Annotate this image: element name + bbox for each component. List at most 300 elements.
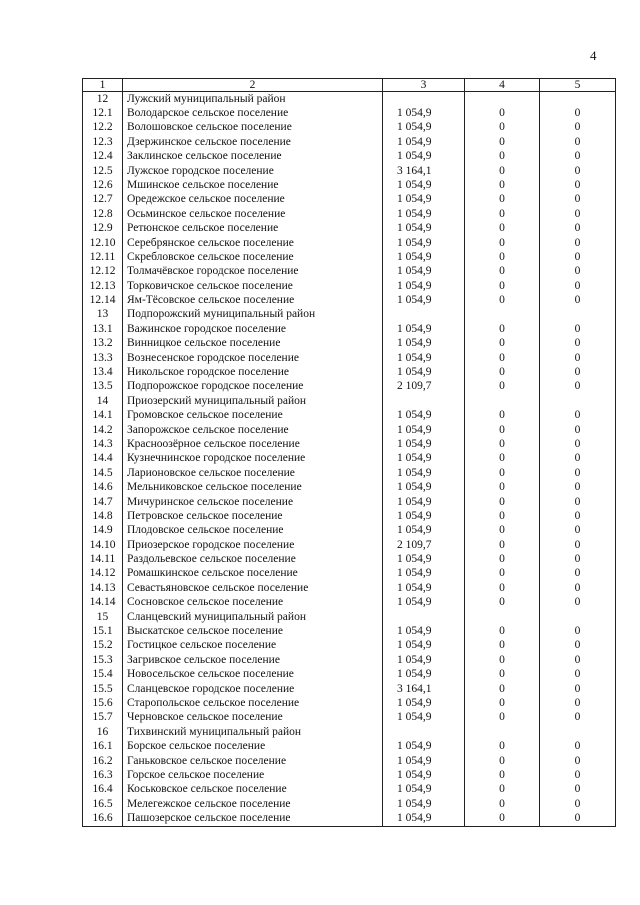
table-row [83,409,616,423]
cell-c2: Загривское сельское поселение [123,653,383,667]
cell-c2: Лужский муниципальный район [123,92,383,107]
cell-c5: 0 [540,581,616,595]
cell-c2: Оредежское сельское поселение [123,193,383,207]
cell-c3: 1 054,9 [383,754,465,768]
table-row [83,322,616,336]
cell-c2: Ганьковское сельское поселение [123,754,383,768]
cell-c3: 1 054,9 [383,783,465,797]
cell-c2: Петровское сельское поселение [123,509,383,523]
cell-c4: 0 [465,495,540,509]
cell-c4: 0 [465,768,540,782]
table-row [83,279,616,293]
cell-c3: 1 054,9 [383,178,465,192]
cell-c5: 0 [540,423,616,437]
cell-c3: 1 054,9 [383,696,465,710]
cell-c1: 15.2 [83,639,123,653]
cell-c4: 0 [465,265,540,279]
cell-c3: 1 054,9 [383,509,465,523]
table-row [83,711,616,725]
cell-c5: 0 [540,178,616,192]
cell-c4: 0 [465,812,540,827]
table-row [83,653,616,667]
cell-c4: 0 [465,409,540,423]
cell-c2: Севастьяновское сельское поселение [123,581,383,595]
table-row [83,193,616,207]
table-row [83,639,616,653]
cell-c3: 1 054,9 [383,337,465,351]
cell-c5: 0 [540,351,616,365]
cell-c1: 12.8 [83,207,123,221]
cell-c2: Тихвинский муниципальный район [123,725,383,739]
cell-c3: 1 054,9 [383,495,465,509]
cell-c4: 0 [465,567,540,581]
cell-c5: 0 [540,740,616,754]
cell-c5: 0 [540,293,616,307]
cell-c2: Толмачёвское городское поселение [123,265,383,279]
cell-c5: 0 [540,164,616,178]
cell-c4: 0 [465,121,540,135]
cell-c4: 0 [465,135,540,149]
cell-c5: 0 [540,596,616,610]
column-header: 3 [383,79,465,92]
table-row [83,150,616,164]
cell-c5: 0 [540,250,616,264]
cell-c5 [540,725,616,739]
cell-c3: 1 054,9 [383,639,465,653]
cell-c1: 13 [83,308,123,322]
table-row [83,581,616,595]
cell-c5: 0 [540,639,616,653]
cell-c4: 0 [465,740,540,754]
cell-c5: 0 [540,193,616,207]
cell-c3: 1 054,9 [383,452,465,466]
cell-c3: 1 054,9 [383,524,465,538]
cell-c3: 1 054,9 [383,409,465,423]
cell-c1: 12 [83,92,123,107]
table-row [83,178,616,192]
cell-c5: 0 [540,106,616,120]
cell-c5: 0 [540,797,616,811]
cell-c1: 16.1 [83,740,123,754]
district-row [83,92,616,107]
cell-c1: 12.7 [83,193,123,207]
cell-c1: 14.3 [83,437,123,451]
cell-c4: 0 [465,222,540,236]
table-row [83,668,616,682]
table-row [83,380,616,394]
cell-c3: 1 054,9 [383,351,465,365]
cell-c5: 0 [540,135,616,149]
cell-c5 [540,308,616,322]
cell-c2: Ларионовское сельское поселение [123,466,383,480]
cell-c5: 0 [540,553,616,567]
table-row [83,452,616,466]
table-row [83,740,616,754]
column-header: 1 [83,79,123,92]
cell-c4: 0 [465,466,540,480]
column-header: 4 [465,79,540,92]
cell-c5: 0 [540,279,616,293]
cell-c3: 1 054,9 [383,567,465,581]
cell-c3: 1 054,9 [383,250,465,264]
table-row [83,121,616,135]
cell-c5: 0 [540,466,616,480]
cell-c5: 0 [540,222,616,236]
cell-c4: 0 [465,452,540,466]
cell-c3 [383,725,465,739]
cell-c2: Старопольское сельское поселение [123,696,383,710]
cell-c2: Волошовское сельское поселение [123,121,383,135]
cell-c3: 2 109,7 [383,538,465,552]
cell-c4: 0 [465,150,540,164]
cell-c3: 1 054,9 [383,121,465,135]
table-row [83,524,616,538]
cell-c2: Ретюнское сельское поселение [123,222,383,236]
cell-c2: Подпорожское городское поселение [123,380,383,394]
cell-c4: 0 [465,164,540,178]
cell-c3: 1 054,9 [383,481,465,495]
cell-c2: Пашозерское сельское поселение [123,812,383,827]
table-row [83,466,616,480]
cell-c1: 12.13 [83,279,123,293]
cell-c2: Черновское сельское поселение [123,711,383,725]
cell-c2: Приозерский муниципальный район [123,394,383,408]
cell-c2: Кузнечнинское городское поселение [123,452,383,466]
cell-c3 [383,394,465,408]
cell-c3: 1 054,9 [383,106,465,120]
cell-c3 [383,308,465,322]
cell-c3: 3 164,1 [383,682,465,696]
cell-c4: 0 [465,178,540,192]
cell-c5: 0 [540,207,616,221]
cell-c1: 15.3 [83,653,123,667]
table-row [83,437,616,451]
cell-c1: 12.5 [83,164,123,178]
cell-c2: Сланцевское городское поселение [123,682,383,696]
district-row [83,610,616,624]
cell-c4: 0 [465,711,540,725]
cell-c3: 1 054,9 [383,222,465,236]
cell-c4: 0 [465,653,540,667]
district-row [83,725,616,739]
cell-c5: 0 [540,754,616,768]
cell-c1: 15.6 [83,696,123,710]
cell-c1: 13.4 [83,365,123,379]
cell-c4: 0 [465,639,540,653]
cell-c2: Подпорожский муниципальный район [123,308,383,322]
cell-c1: 13.2 [83,337,123,351]
cell-c3: 1 054,9 [383,812,465,827]
table-row [83,337,616,351]
cell-c4: 0 [465,337,540,351]
cell-c5: 0 [540,150,616,164]
cell-c2: Новосельское сельское поселение [123,668,383,682]
cell-c3 [383,610,465,624]
cell-c4: 0 [465,783,540,797]
cell-c4 [465,394,540,408]
cell-c5: 0 [540,653,616,667]
cell-c2: Запорожское сельское поселение [123,423,383,437]
table-row [83,797,616,811]
cell-c3: 1 054,9 [383,596,465,610]
cell-c1: 14.7 [83,495,123,509]
table-row [83,222,616,236]
cell-c4: 0 [465,538,540,552]
cell-c5: 0 [540,409,616,423]
cell-c4: 0 [465,207,540,221]
cell-c3: 1 054,9 [383,207,465,221]
cell-c1: 14.11 [83,553,123,567]
cell-c1: 13.3 [83,351,123,365]
cell-c4 [465,92,540,107]
table-row [83,423,616,437]
cell-c1: 14.6 [83,481,123,495]
cell-c5 [540,394,616,408]
cell-c5: 0 [540,337,616,351]
cell-c3: 1 054,9 [383,265,465,279]
table-row [83,365,616,379]
cell-c5: 0 [540,668,616,682]
cell-c3: 1 054,9 [383,437,465,451]
cell-c2: Осьминское сельское поселение [123,207,383,221]
district-row [83,308,616,322]
cell-c4: 0 [465,682,540,696]
cell-c5: 0 [540,783,616,797]
cell-c1: 12.12 [83,265,123,279]
cell-c4: 0 [465,193,540,207]
table-row [83,164,616,178]
cell-c3: 1 054,9 [383,624,465,638]
cell-c2: Горское сельское поселение [123,768,383,782]
cell-c2: Ям-Тёсовское сельское поселение [123,293,383,307]
cell-c1: 16.2 [83,754,123,768]
cell-c4 [465,610,540,624]
cell-c2: Выскатское сельское поселение [123,624,383,638]
cell-c3: 1 054,9 [383,740,465,754]
cell-c5: 0 [540,121,616,135]
cell-c1: 16.6 [83,812,123,827]
cell-c3: 1 054,9 [383,653,465,667]
cell-c3: 1 054,9 [383,193,465,207]
cell-c2: Гостицкое сельское поселение [123,639,383,653]
table-row [83,624,616,638]
cell-c2: Сланцевский муниципальный район [123,610,383,624]
cell-c1: 12.6 [83,178,123,192]
cell-c4: 0 [465,754,540,768]
cell-c5: 0 [540,812,616,827]
cell-c1: 16.5 [83,797,123,811]
allocation-table [82,78,616,827]
cell-c3: 1 054,9 [383,668,465,682]
table-row [83,250,616,264]
cell-c3: 1 054,9 [383,423,465,437]
cell-c2: Серебрянское сельское поселение [123,236,383,250]
cell-c2: Мельниковское сельское поселение [123,481,383,495]
cell-c1: 12.3 [83,135,123,149]
cell-c4: 0 [465,106,540,120]
cell-c2: Ромашкинское сельское поселение [123,567,383,581]
cell-c5: 0 [540,696,616,710]
cell-c5: 0 [540,365,616,379]
table-row [83,768,616,782]
cell-c1: 15.7 [83,711,123,725]
table-row [83,596,616,610]
cell-c3: 1 054,9 [383,236,465,250]
cell-c4: 0 [465,624,540,638]
table-row [83,495,616,509]
cell-c1: 15.4 [83,668,123,682]
table-row [83,236,616,250]
cell-c4: 0 [465,481,540,495]
table-body [83,79,616,827]
cell-c5: 0 [540,265,616,279]
cell-c4: 0 [465,236,540,250]
cell-c4: 0 [465,668,540,682]
cell-c2: Володарское сельское поселение [123,106,383,120]
district-row [83,394,616,408]
cell-c3: 3 164,1 [383,164,465,178]
table-row [83,351,616,365]
table-row [83,696,616,710]
cell-c1: 13.1 [83,322,123,336]
cell-c1: 14.13 [83,581,123,595]
table-row [83,754,616,768]
cell-c2: Мичуринское сельское поселение [123,495,383,509]
cell-c5: 0 [540,495,616,509]
cell-c5: 0 [540,624,616,638]
cell-c2: Винницкое сельское поселение [123,337,383,351]
cell-c2: Коськовское сельское поселение [123,783,383,797]
cell-c1: 15.5 [83,682,123,696]
cell-c4: 0 [465,351,540,365]
table-row [83,293,616,307]
table-row [83,783,616,797]
cell-c1: 15.1 [83,624,123,638]
cell-c4: 0 [465,797,540,811]
cell-c3: 2 109,7 [383,380,465,394]
cell-c2: Дзержинское сельское поселение [123,135,383,149]
column-header: 2 [123,79,383,92]
cell-c3: 1 054,9 [383,553,465,567]
cell-c4: 0 [465,322,540,336]
table-row [83,265,616,279]
cell-c1: 14.1 [83,409,123,423]
cell-c3: 1 054,9 [383,711,465,725]
cell-c2: Мшинское сельское поселение [123,178,383,192]
cell-c3 [383,92,465,107]
cell-c1: 14.8 [83,509,123,523]
table-row [83,207,616,221]
table-row [83,509,616,523]
cell-c1: 14 [83,394,123,408]
table-row [83,682,616,696]
cell-c3: 1 054,9 [383,150,465,164]
cell-c1: 12.2 [83,121,123,135]
cell-c1: 12.4 [83,150,123,164]
cell-c2: Плодовское сельское поселение [123,524,383,538]
cell-c1: 14.9 [83,524,123,538]
cell-c4: 0 [465,250,540,264]
cell-c2: Сосновское сельское поселение [123,596,383,610]
cell-c1: 14.14 [83,596,123,610]
cell-c5: 0 [540,236,616,250]
cell-c1: 14.2 [83,423,123,437]
cell-c2: Скребловское сельское поселение [123,250,383,264]
cell-c3: 1 054,9 [383,466,465,480]
cell-c4: 0 [465,437,540,451]
cell-c1: 13.5 [83,380,123,394]
cell-c1: 16.3 [83,768,123,782]
table-row [83,812,616,827]
cell-c2: Раздольевское сельское поселение [123,553,383,567]
cell-c4: 0 [465,509,540,523]
cell-c4: 0 [465,423,540,437]
cell-c2: Борское сельское поселение [123,740,383,754]
cell-c2: Красноозёрное сельское поселение [123,437,383,451]
cell-c4: 0 [465,365,540,379]
cell-c1: 16 [83,725,123,739]
cell-c1: 14.12 [83,567,123,581]
cell-c5: 0 [540,322,616,336]
cell-c2: Никольское городское поселение [123,365,383,379]
table-row [83,553,616,567]
cell-c4: 0 [465,596,540,610]
cell-c3: 1 054,9 [383,322,465,336]
cell-c5: 0 [540,567,616,581]
cell-c1: 14.10 [83,538,123,552]
table-row [83,538,616,552]
cell-c3: 1 054,9 [383,135,465,149]
cell-c2: Вознесенское городское поселение [123,351,383,365]
cell-c3: 1 054,9 [383,581,465,595]
cell-c5: 0 [540,452,616,466]
cell-c5: 0 [540,538,616,552]
cell-c1: 12.14 [83,293,123,307]
column-header: 5 [540,79,616,92]
cell-c2: Мелегежское сельское поселение [123,797,383,811]
cell-c5: 0 [540,481,616,495]
cell-c1: 12.9 [83,222,123,236]
cell-c2: Заклинское сельское поселение [123,150,383,164]
cell-c1: 12.11 [83,250,123,264]
table-row [83,135,616,149]
cell-c4: 0 [465,553,540,567]
cell-c4 [465,308,540,322]
cell-c4: 0 [465,380,540,394]
table-row [83,481,616,495]
cell-c1: 15 [83,610,123,624]
cell-c5 [540,610,616,624]
cell-c3: 1 054,9 [383,797,465,811]
table-row [83,106,616,120]
cell-c3: 1 054,9 [383,293,465,307]
cell-c4: 0 [465,696,540,710]
cell-c1: 12.1 [83,106,123,120]
cell-c5: 0 [540,437,616,451]
cell-c5: 0 [540,711,616,725]
cell-c5: 0 [540,380,616,394]
cell-c1: 16.4 [83,783,123,797]
cell-c4: 0 [465,581,540,595]
cell-c4: 0 [465,279,540,293]
table-row [83,567,616,581]
cell-c3: 1 054,9 [383,768,465,782]
cell-c2: Важинское городское поселение [123,322,383,336]
table-header-row [83,79,616,92]
cell-c4: 0 [465,293,540,307]
cell-c2: Торковичское сельское поселение [123,279,383,293]
cell-c4 [465,725,540,739]
